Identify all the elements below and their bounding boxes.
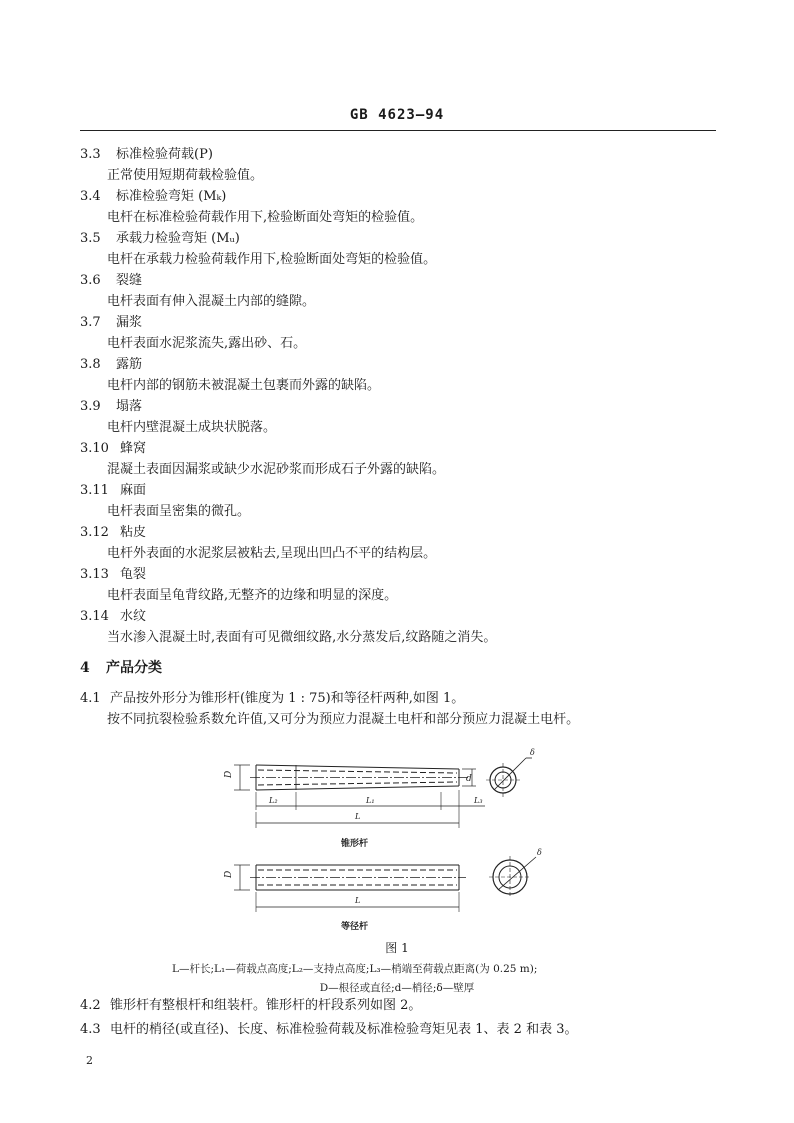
- definition-title: [80, 189, 226, 205]
- term: 标准检验弯矩 (Mₖ): [116, 189, 227, 204]
- definition-desc: 电杆表面呈龟背纹路,无整齐的边缘和明显的深度。: [107, 588, 398, 603]
- definition-desc: 电杆内壁混凝土成块状脱落。: [107, 420, 277, 435]
- term: 麻面: [120, 483, 147, 498]
- term: 露筋: [116, 357, 143, 372]
- dim-d-label: d: [466, 774, 472, 784]
- definition-title: [80, 609, 146, 625]
- term: 水纹: [120, 609, 147, 624]
- definition-desc: 电杆表面有伸入混凝土内部的缝隙。: [107, 294, 316, 309]
- clause-number: 3.13: [80, 567, 109, 582]
- clause-number: 3.9: [80, 399, 101, 414]
- definition-title: [80, 399, 142, 415]
- definition-desc: 混凝土表面因漏浆或缺少水泥砂浆而形成石子外露的缺陷。: [107, 462, 446, 477]
- dim-L-label-uniform: L: [355, 896, 361, 905]
- definition-title: [80, 567, 146, 583]
- dim-L-label: L: [355, 812, 361, 821]
- dim-D-label: D: [224, 770, 234, 778]
- term: 塌落: [116, 399, 143, 414]
- dim-L2-label: L₂: [269, 796, 278, 805]
- clause-number: 3.6: [80, 273, 101, 288]
- dim-delta-label-uniform: δ: [537, 848, 542, 857]
- header-rule: [80, 130, 716, 131]
- term: 标准检验荷载(P): [116, 147, 213, 162]
- figure-legend-line-1: L—杆长;L₁—荷载点高度;L₂—支持点高度;L₃—梢端至荷载点距离(为 0.25 m);: [172, 963, 538, 975]
- clause-number: 4.1: [80, 691, 101, 706]
- term: 漏浆: [116, 315, 143, 330]
- dim-L1-label: L₁: [366, 796, 375, 805]
- definition-title: [80, 273, 142, 289]
- clause-4-3: [80, 1022, 578, 1038]
- clause-number: 4.3: [80, 1022, 101, 1037]
- section-title: 产品分类: [106, 660, 162, 676]
- definition-desc: 电杆表面水泥浆流失,露出砂、石。: [107, 336, 307, 351]
- dim-delta-label: δ: [530, 748, 535, 757]
- dim-L3-label: L₃: [474, 796, 483, 805]
- definition-title: [80, 525, 146, 541]
- clause-text: 锥形杆有整根杆和组装杆。锥形杆的杆段系列如图 2。: [110, 998, 422, 1013]
- clause-text: 电杆的梢径(或直径)、长度、标准检验荷载及标准检验弯矩见表 1、表 2 和表 3。: [110, 1022, 578, 1037]
- definition-title: [80, 315, 142, 331]
- term: 承载力检验弯矩 (Mᵤ): [116, 231, 240, 246]
- section-heading: [80, 660, 162, 676]
- clause-number: 3.11: [80, 483, 109, 498]
- uniform-pole-drawing: [234, 856, 536, 912]
- clause-number: 4.2: [80, 998, 101, 1013]
- clause-number: 3.3: [80, 147, 101, 162]
- definition-title: [80, 357, 142, 373]
- term: 龟裂: [120, 567, 147, 582]
- tapered-pole-label: 锥形杆: [341, 839, 369, 849]
- clause-number: 3.8: [80, 357, 101, 372]
- clause-number: 3.10: [80, 441, 109, 456]
- clause-4-1: [80, 691, 464, 707]
- definition-desc: 电杆内部的钢筋未被混凝土包裹而外露的缺陷。: [107, 378, 381, 393]
- figure-caption: 图 1: [385, 941, 409, 955]
- definition-title: [80, 441, 146, 457]
- clause-number: 3.12: [80, 525, 109, 540]
- definition-title: [80, 483, 146, 499]
- definition-title: [80, 147, 213, 163]
- figure-legend-line-2: D—根径或直径;d—梢径;δ—壁厚: [319, 982, 475, 994]
- definition-desc: 当水渗入混凝土时,表面有可见微细纹路,水分蒸发后,纹路随之消失。: [107, 630, 497, 645]
- definition-desc: 电杆外表面的水泥浆层被粘去,呈现出凹凸不平的结构层。: [107, 546, 437, 561]
- dim-D-label-uniform: D: [224, 870, 234, 878]
- term: 粘皮: [120, 525, 147, 540]
- term: 裂缝: [116, 273, 143, 288]
- term: 蜂窝: [120, 441, 147, 456]
- tapered-pole-drawing: [234, 758, 532, 828]
- definition-title: [80, 231, 240, 247]
- clause-4-1-continued: 按不同抗裂检验系数允许值,又可分为预应力混凝土电杆和部分预应力混凝土电杆。: [107, 712, 580, 727]
- clause-4-2: [80, 998, 421, 1014]
- clause-number: 3.5: [80, 231, 101, 246]
- page-number: 2: [86, 1054, 93, 1067]
- definition-desc: 电杆在承载力检验荷载作用下,检验断面处弯矩的检验值。: [107, 252, 437, 267]
- clause-text: 产品按外形分为锥形杆(锥度为 1 : 75)和等径杆两种,如图 1。: [110, 691, 465, 706]
- uniform-pole-label: 等径杆: [341, 922, 369, 932]
- figure-1-diagram: [0, 740, 794, 940]
- clause-number: 3.4: [80, 189, 101, 204]
- standard-code-header: GB 4623—94: [349, 107, 445, 123]
- definition-desc: 正常使用短期荷载检验值。: [107, 168, 264, 183]
- definition-desc: 电杆在标准检验荷载作用下,检验断面处弯矩的检验值。: [107, 210, 424, 225]
- definition-desc: 电杆表面呈密集的微孔。: [107, 504, 251, 519]
- clause-number: 3.14: [80, 609, 109, 624]
- clause-number: 3.7: [80, 315, 101, 330]
- section-number: 4: [80, 660, 90, 676]
